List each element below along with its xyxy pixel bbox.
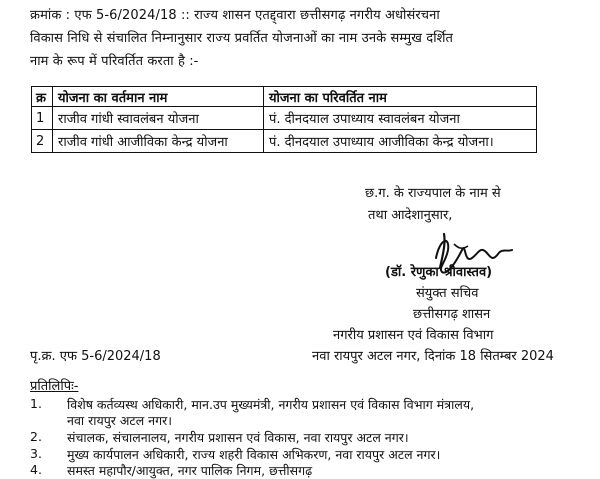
header-serial: क्र (32, 87, 53, 107)
signatory-government: छत्तीसगढ़ शासन (413, 307, 491, 322)
row-serial: 2 (32, 130, 53, 153)
signatory-department: नगरीय प्रशासन एवं विकास विभाग (333, 328, 494, 343)
authority-line-2: तथा आदेशानुसार, (368, 208, 453, 223)
intro-line-2: विकास निधि से संचालित निम्नानुसार राज्य प्रवर्तित योजनाओं का नाम उनके सम्मुख दर्शित (30, 31, 454, 46)
copy-item-number: 2. (30, 429, 42, 444)
signatory-place-date: नवा रायपुर अटल नगर, दिनांक 18 सितम्बर 2024 (312, 349, 554, 364)
intro-line-1: क्रमांक : एफ 5-6/2024/18 :: राज्य शासन एतद्द्वारा छत्तीसगढ़ नगरीय अधोसंरचना (30, 8, 440, 23)
intro-line-3: नाम के रूप में परिवर्तित करता है :- (30, 54, 199, 69)
table-row (32, 130, 537, 153)
copy-item-text-cont: नवा रायपुर अटल नगर। (67, 413, 173, 428)
row-current-name: राजीव गांधी आजीविका केन्द्र योजना (53, 130, 264, 153)
header-changed-name: योजना का परिवर्तित नाम (264, 87, 537, 107)
copies-title: प्रतिलिपिः- (30, 379, 79, 394)
endorsement-ref: पृ.क्र. एफ 5-6/2024/18 (30, 349, 161, 364)
row-current-name: राजीव गांधी स्वावलंबन योजना (53, 107, 264, 130)
header-current-name: योजना का वर्तमान नाम (53, 87, 264, 107)
row-serial: 1 (32, 107, 53, 130)
copy-item-text: संचालक, संचालनालय, नगरीय प्रशासन एवं विकास, नवा रायपुर अटल नगर। (67, 430, 409, 445)
copy-item-text: समस्त महापौर/आयुक्त, नगर पालिक निगम, छत्तीसगढ़ (67, 463, 313, 478)
copy-item-number: 3. (30, 446, 42, 461)
table-row (32, 107, 537, 130)
copy-item-text: विशेष कर्तव्यस्थ अधिकारी, मान.उप मुख्यमंत्री, नगरीय प्रशासन एवं विकास विभाग मंत्रालय, (67, 397, 475, 412)
signatory-designation: संयुक्त सचिव (416, 286, 479, 301)
row-changed-name: पं. दीनदयाल उपाध्याय स्वावलंबन योजना (264, 107, 537, 130)
copy-item-text: मुख्य कार्यपालन अधिकारी, राज्य शहरी विकास अभिकरण, नवा रायपुर अटल नगर। (67, 447, 441, 462)
table-header-row (32, 87, 537, 107)
scheme-rename-table (31, 86, 537, 153)
copy-item-number: 4. (30, 462, 42, 477)
signatory-name: (डॉ. रेणुका श्रीवास्तव) (385, 265, 493, 280)
authority-line-1: छ.ग. के राज्यपाल के नाम से (365, 186, 501, 201)
row-changed-name: पं. दीनदयाल उपाध्याय आजीविका केन्द्र योजना। (264, 130, 537, 153)
copy-item-number: 1. (30, 396, 42, 411)
